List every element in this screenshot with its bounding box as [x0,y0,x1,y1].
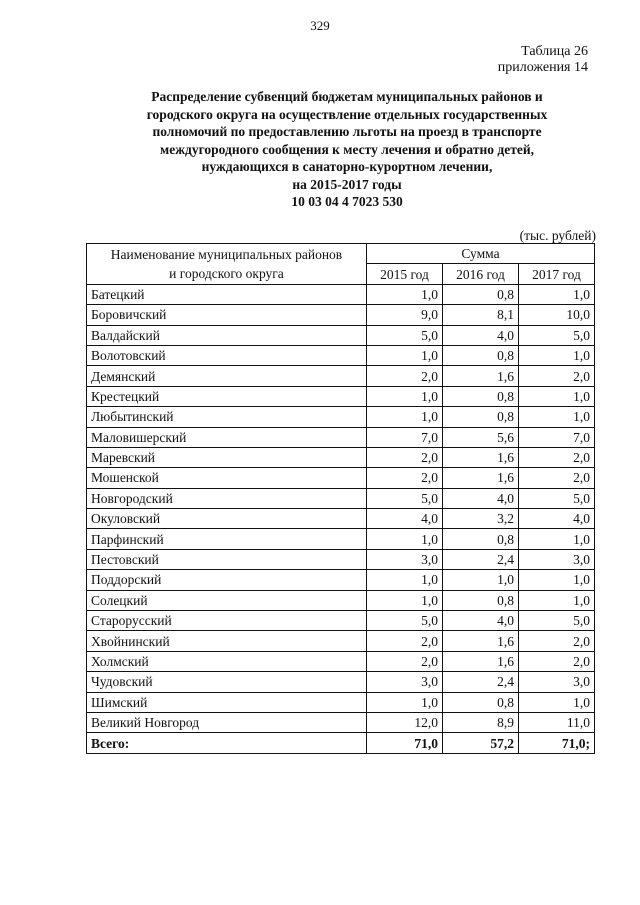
district-name: Парфинский [87,529,367,549]
subsidy-table [86,243,595,754]
value-2015: 1,0 [367,692,443,712]
value-2016: 0,8 [443,407,519,427]
value-2015: 5,0 [367,325,443,345]
district-name: Холмский [87,651,367,671]
title-line: Распределение субвенций бюджетам муниципальных районов и [151,89,543,104]
district-name: Маловишерский [87,427,367,447]
value-2017: 2,0 [519,631,595,651]
table-row [87,284,595,304]
value-2015: 4,0 [367,509,443,529]
value-2016: 4,0 [443,488,519,508]
district-name: Старорусский [87,611,367,631]
value-2017: 11,0 [519,712,595,732]
document-title [60,88,634,211]
value-2015: 2,0 [367,447,443,467]
table-row [87,631,595,651]
table-row [87,549,595,569]
table-row [87,712,595,732]
district-name: Великий Новгород [87,712,367,732]
value-2016: 1,6 [443,447,519,467]
value-2017: 1,0 [519,692,595,712]
table-row [87,386,595,406]
year-header-2017: 2017 год [519,264,595,284]
table-row [87,447,595,467]
value-2016: 0,8 [443,284,519,304]
table-body [87,284,595,733]
district-name: Крестецкий [87,386,367,406]
value-2017: 5,0 [519,611,595,631]
district-name: Волотовский [87,345,367,365]
value-2016: 0,8 [443,386,519,406]
name-column-header [87,244,367,285]
table-row [87,672,595,692]
value-2015: 1,0 [367,529,443,549]
year-header-2015: 2015 год [367,264,443,284]
total-2016: 57,2 [443,733,519,753]
value-2017: 4,0 [519,509,595,529]
district-name: Чудовский [87,672,367,692]
name-header-line: и городского округа [169,265,284,281]
value-2015: 2,0 [367,651,443,671]
value-2017: 5,0 [519,325,595,345]
value-2015: 5,0 [367,611,443,631]
district-name: Поддорский [87,570,367,590]
value-2015: 1,0 [367,345,443,365]
value-2017: 1,0 [519,529,595,549]
table-row [87,651,595,671]
district-name: Окуловский [87,509,367,529]
units-label: (тыс. рублей) [519,228,596,243]
table-row [87,305,595,325]
value-2015: 2,0 [367,631,443,651]
value-2015: 2,0 [367,468,443,488]
table-row [87,488,595,508]
district-name: Валдайский [87,325,367,345]
value-2016: 8,9 [443,712,519,732]
page-number: 329 [310,18,330,33]
district-name: Любытинский [87,407,367,427]
value-2015: 7,0 [367,427,443,447]
value-2016: 0,8 [443,345,519,365]
district-name: Хвойнинский [87,631,367,651]
table-row [87,590,595,610]
table-row [87,325,595,345]
value-2016: 0,8 [443,590,519,610]
value-2017: 3,0 [519,549,595,569]
value-2017: 2,0 [519,366,595,386]
table-row [87,366,595,386]
value-2015: 9,0 [367,305,443,325]
district-name: Шимский [87,692,367,712]
district-name: Демянский [87,366,367,386]
title-line: полномочий по предоставлению льготы на проезд в транспорте [152,124,542,139]
value-2017: 3,0 [519,672,595,692]
value-2016: 4,0 [443,611,519,631]
district-name: Солецкий [87,590,367,610]
value-2017: 1,0 [519,386,595,406]
title-line: междугородного сообщения к месту лечения и обратно детей, [160,141,534,157]
table-row [87,692,595,712]
year-header-2016: 2016 год [443,264,519,284]
value-2015: 1,0 [367,284,443,304]
value-2016: 0,8 [443,692,519,712]
table-row [87,529,595,549]
district-name: Новгородский [87,488,367,508]
value-2017: 10,0 [519,305,595,325]
value-2017: 2,0 [519,447,595,467]
appendix-number: приложения 14 [497,60,588,75]
value-2016: 2,4 [443,549,519,569]
value-2015: 1,0 [367,407,443,427]
table-reference [498,44,588,76]
value-2015: 1,0 [367,590,443,610]
value-2017: 1,0 [519,590,595,610]
table-number: Таблица 26 [521,44,588,59]
title-line: городского округа на осуществление отдельных государственных [146,106,548,122]
value-2016: 5,6 [443,427,519,447]
value-2016: 0,8 [443,529,519,549]
value-2017: 2,0 [519,468,595,488]
value-2016: 1,6 [443,631,519,651]
district-name: Батецкий [87,284,367,304]
title-period: на 2015-2017 годы [292,176,402,192]
value-2015: 2,0 [367,366,443,386]
value-2015: 1,0 [367,570,443,590]
table-row [87,345,595,365]
district-name: Мошенской [87,468,367,488]
name-header-line: Наименование муниципальных районов [110,246,343,262]
value-2016: 4,0 [443,325,519,345]
value-2015: 3,0 [367,672,443,692]
value-2016: 1,6 [443,651,519,671]
value-2016: 8,1 [443,305,519,325]
value-2015: 3,0 [367,549,443,569]
value-2016: 3,2 [443,509,519,529]
total-2015: 71,0 [367,733,443,753]
value-2016: 1,6 [443,366,519,386]
sum-column-header: Сумма [367,244,595,264]
table-row [87,468,595,488]
value-2015: 5,0 [367,488,443,508]
value-2017: 2,0 [519,651,595,671]
title-line: нуждающихся в санаторно-курортном лечении, [201,159,493,174]
value-2017: 1,0 [519,407,595,427]
value-2017: 1,0 [519,345,595,365]
value-2015: 1,0 [367,386,443,406]
value-2016: 2,4 [443,672,519,692]
district-name: Боровичский [87,305,367,325]
table-row [87,570,595,590]
value-2015: 12,0 [367,712,443,732]
value-2017: 1,0 [519,284,595,304]
table-row [87,427,595,447]
value-2016: 1,6 [443,468,519,488]
table-header-row [87,244,595,264]
value-2017: 5,0 [519,488,595,508]
district-name: Пестовский [87,549,367,569]
table-row [87,611,595,631]
value-2016: 1,0 [443,570,519,590]
value-2017: 7,0 [519,427,595,447]
district-name: Маревский [87,447,367,467]
budget-code: 10 03 04 4 7023 530 [291,194,403,209]
value-2017: 1,0 [519,570,595,590]
table-row [87,407,595,427]
table-row [87,509,595,529]
total-label: Всего: [87,733,367,753]
total-2017: 71,0; [519,733,595,753]
total-row [87,733,595,753]
